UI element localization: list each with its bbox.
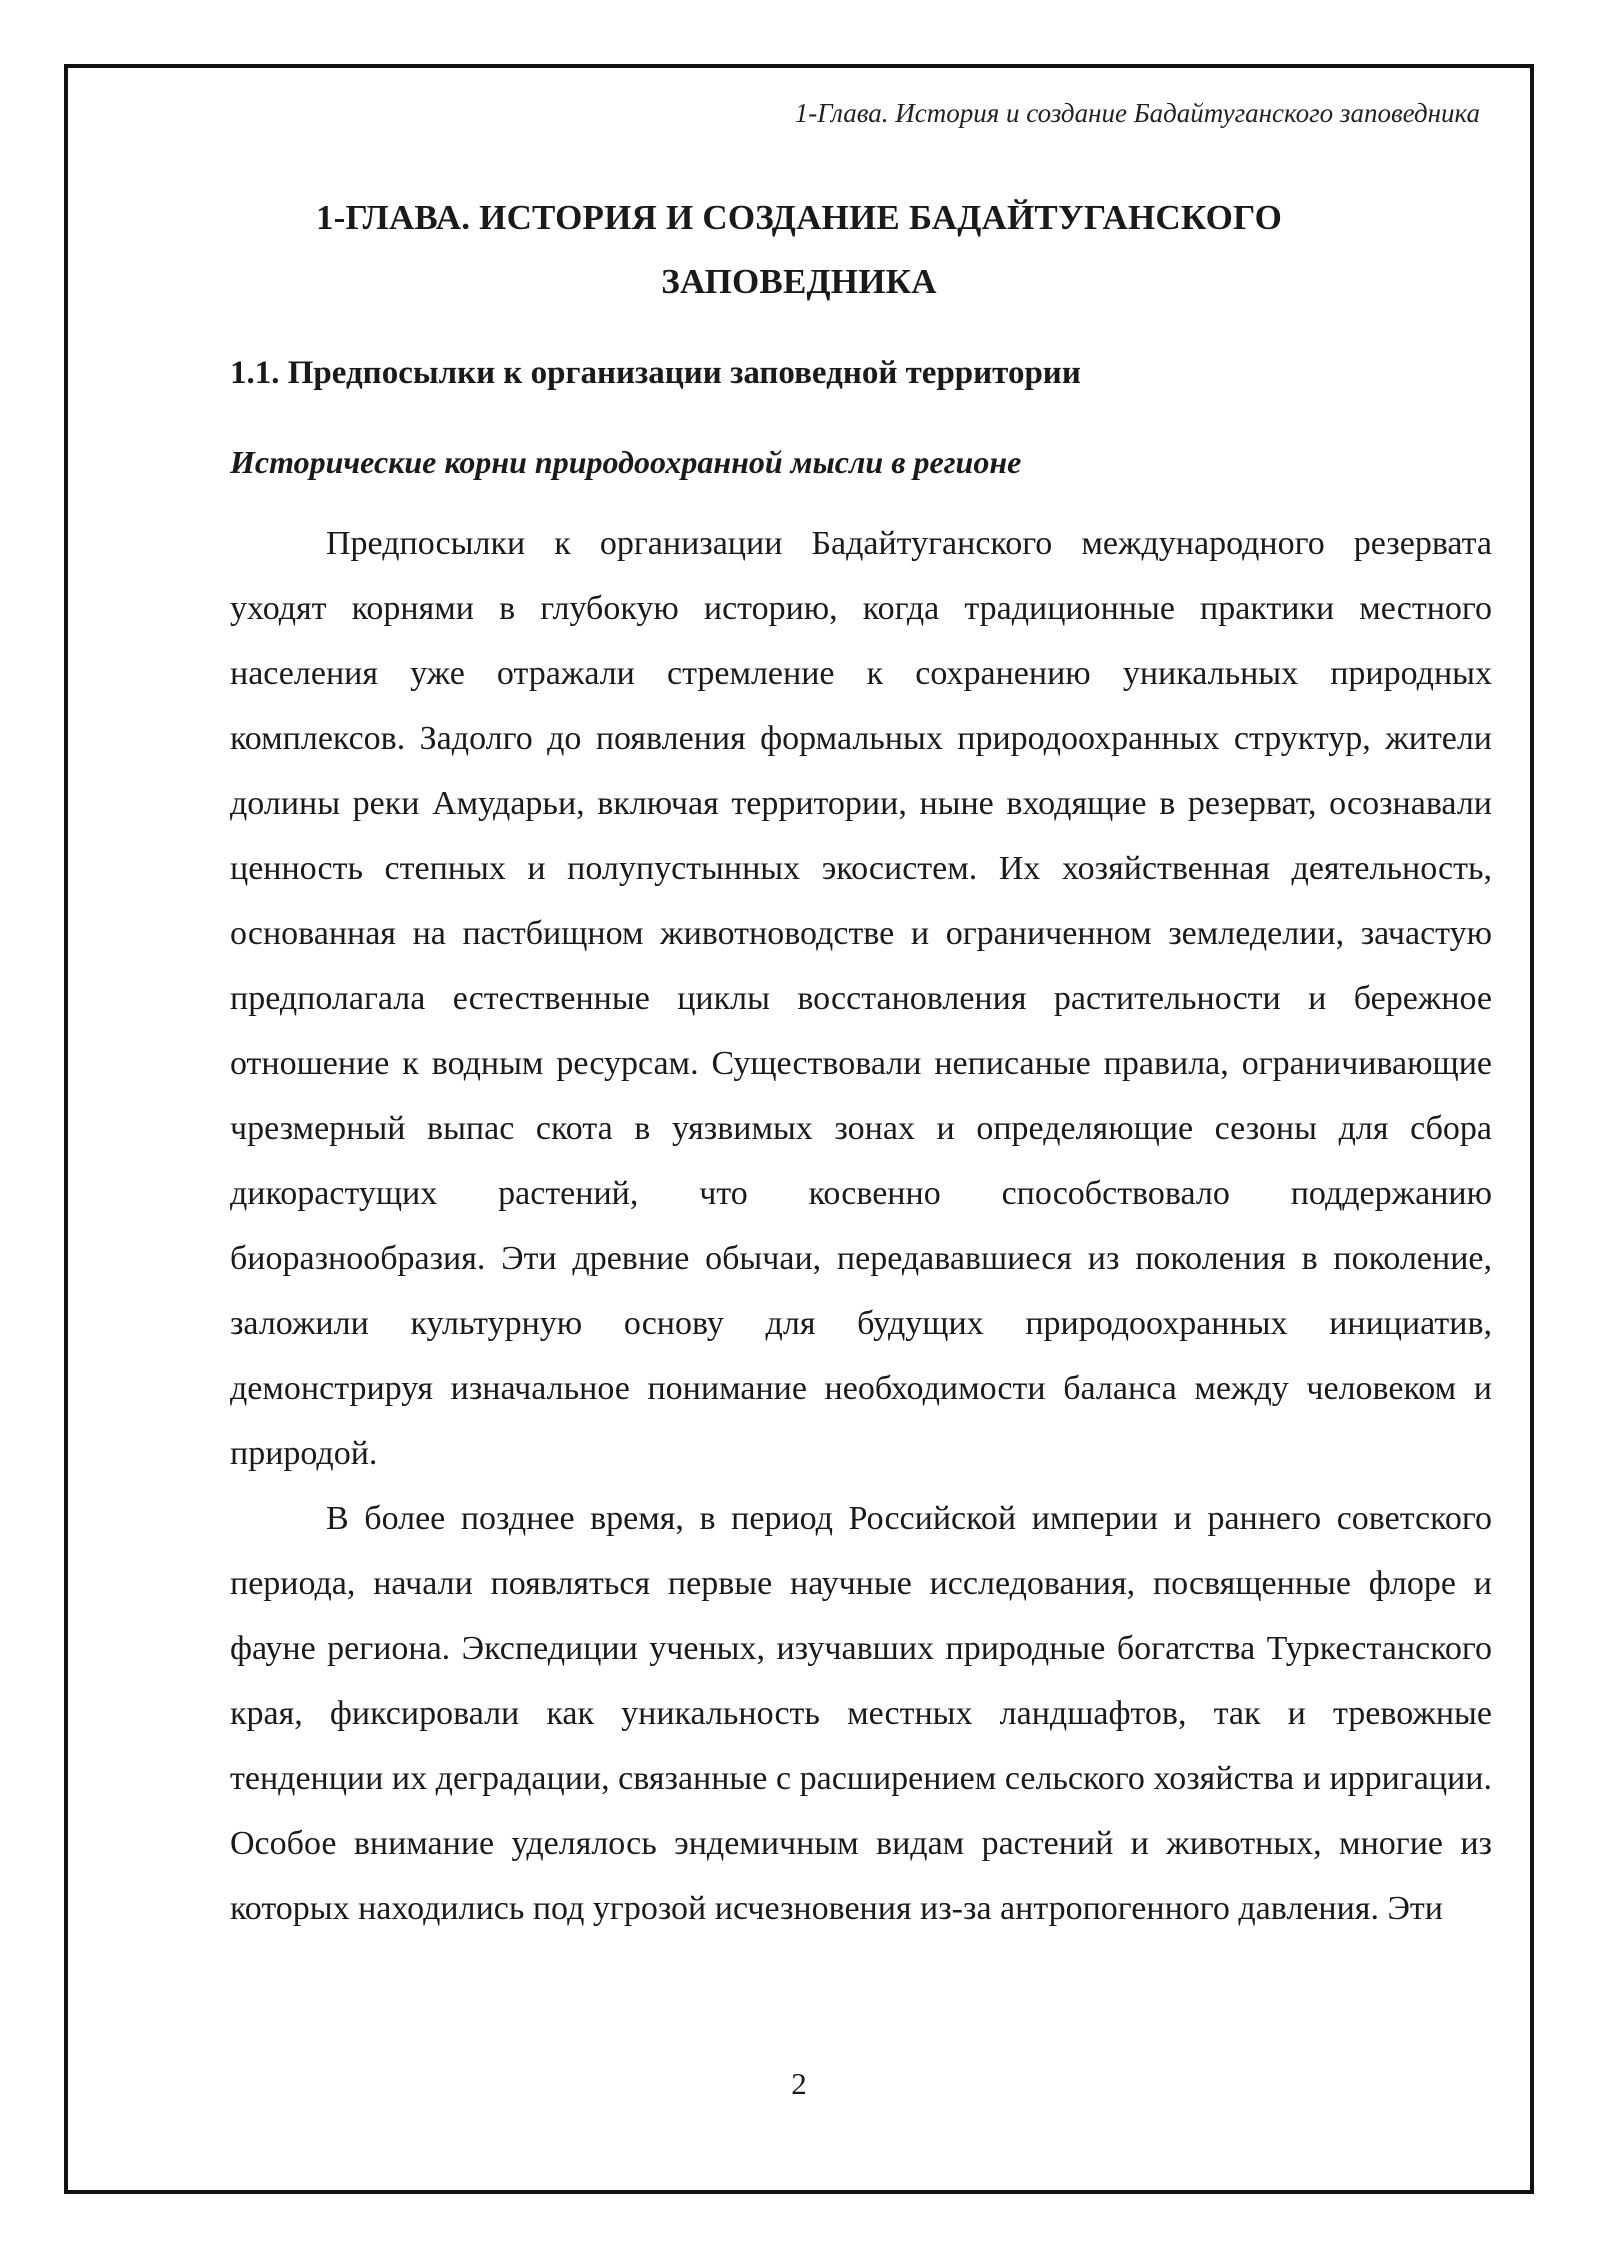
page-number: 2: [791, 2066, 807, 2101]
chapter-title-line-2: ЗАПОВЕДНИКА: [661, 262, 937, 301]
body-text: [230, 511, 1492, 1941]
running-header: 1-Глава. История и создание Бадайтуганского заповедника: [794, 98, 1480, 128]
chapter-title: [228, 186, 1370, 314]
paragraph-1: Предпосылки к организации Бадайтуганского международного резервата уходят корнями в глубокую историю, когда традиционные практики местного населения уже отражали стремление к сохранению уникальных природных комплексов. Задолго до появления формальных природоохранных структур, жители долины реки Амударьи, включая территории, ныне входящие в резерват, осознавали ценность степных и полупустынных экосистем. Их хозяйственная деятельность, основанная на пастбищном животноводстве и ограниченном земледелии, зачастую предполагала естественные циклы восстановления растительности и бережное отношение к водным ресурсам. Существовали неписаные правила, ограничивающие чрезмерный выпас скота в уязвимых зонах и определяющие сезоны для сбора дикорастущих растений, что косвенно способствовало поддержанию биоразнообразия. Эти древние обычаи, передававшиеся из поколения в поколение, заложили культурную основу для будущих природоохранных инициатив, демонстрируя изначальное понимание необходимости баланса между человеком и природой.: [230, 525, 1492, 1472]
page-frame: [64, 64, 1534, 2194]
chapter-title-line-1: 1-ГЛАВА. ИСТОРИЯ И СОЗДАНИЕ БАДАЙТУГАНСКОГО: [315, 198, 1283, 237]
subsection-title: Исторические корни природоохранной мысли в регионе: [230, 444, 1022, 480]
paragraph-2: В более позднее время, в период Российской империи и раннего советского периода, начали появляться первые научные исследования, посвященные флоре и фауне региона. Экспедиции ученых, изучавших природные богатства Туркестанского края, фиксировали как уникальность местных ландшафтов, так и тревожные тенденции их деградации, связанные с расширением сельского хозяйства и ирригации. Особое внимание уделялось эндемичным видам растений и животных, многие из которых находились под угрозой исчезновения из-за антропогенного давления. Эти: [230, 1500, 1492, 1927]
section-title: 1.1. Предпосылки к организации заповедной территории: [230, 355, 1081, 391]
